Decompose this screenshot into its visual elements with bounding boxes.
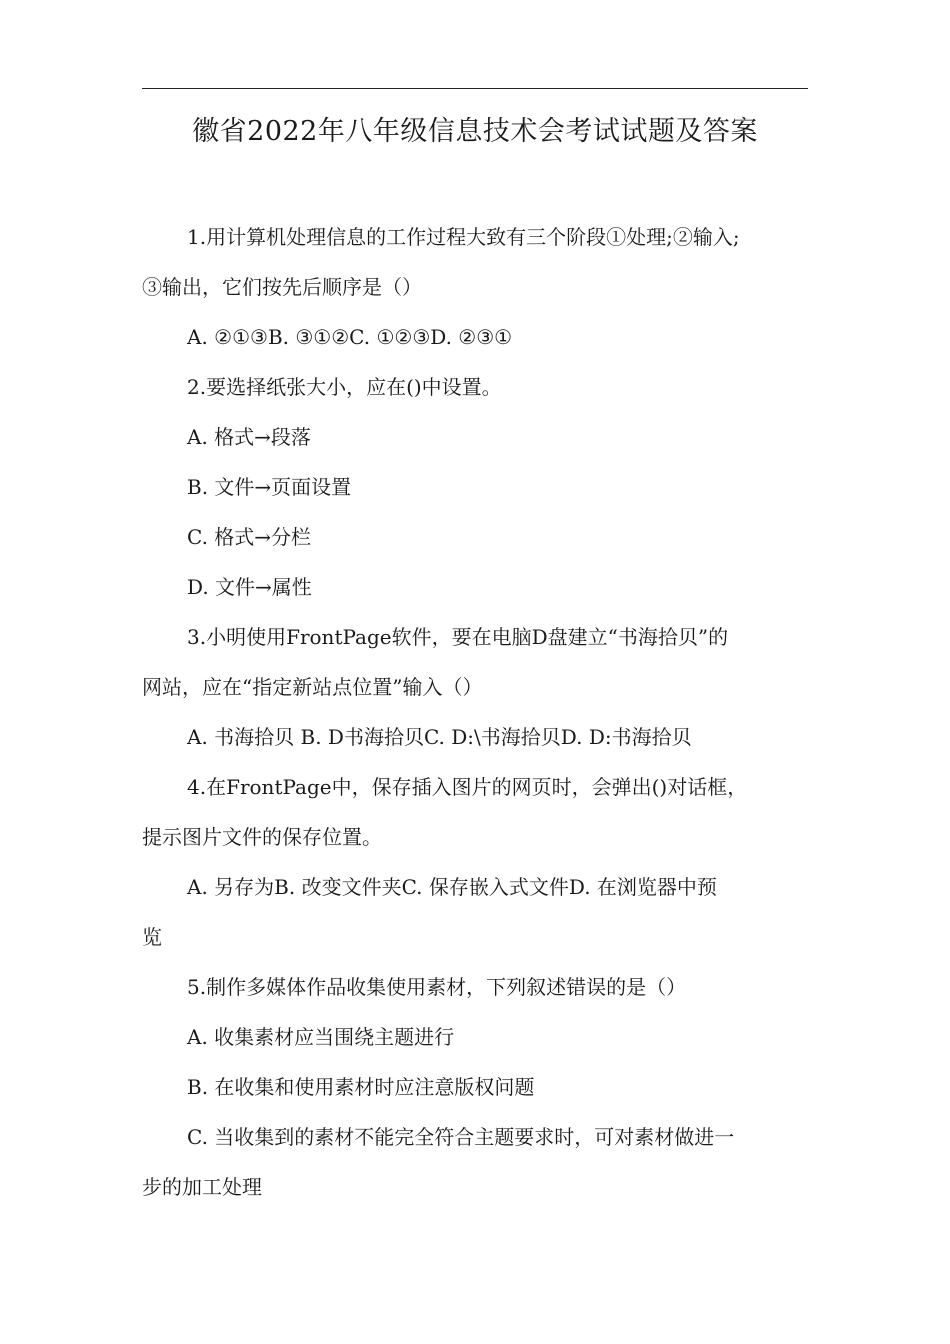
text-line: ③输出，它们按先后顺序是（） xyxy=(142,275,422,299)
text-line: D. 文件→属性 xyxy=(187,575,312,599)
text-line: 步的加工处理 xyxy=(142,1175,262,1199)
text-line: 览 xyxy=(142,925,162,949)
text-line: 2.要选择纸张大小，应在()中设置。 xyxy=(187,375,502,399)
text-line: 4.在FrontPage中，保存插入图片的网页时，会弹出()对话框， xyxy=(187,775,748,799)
document-title: 徽省2022年八年级信息技术会考试试题及答案 xyxy=(192,116,758,147)
text-line: 5.制作多媒体作品收集使用素材，下列叙述错误的是（） xyxy=(187,975,687,999)
document-body xyxy=(142,212,814,1212)
text-line: C. 格式→分栏 xyxy=(187,525,312,549)
text-line: 1.用计算机处理信息的工作过程大致有三个阶段①处理;②输入; xyxy=(187,225,740,249)
text-line: C. 当收集到的素材不能完全符合主题要求时，可对素材做进一 xyxy=(187,1125,735,1149)
text-line: 提示图片文件的保存位置。 xyxy=(142,825,382,849)
text-line: A. 书海拾贝 B. D书海拾贝C. D:\书海拾贝D. D:书海拾贝 xyxy=(187,725,692,749)
text-line: A. ②①③B. ③①②C. ①②③D. ②③① xyxy=(187,325,513,349)
text-line: B. 在收集和使用素材时应注意版权问题 xyxy=(187,1075,535,1099)
text-line: A. 格式→段落 xyxy=(187,425,311,449)
text-line: A. 另存为B. 改变文件夹C. 保存嵌入式文件D. 在浏览器中预 xyxy=(187,875,717,899)
text-line: B. 文件→页面设置 xyxy=(187,475,352,499)
text-line: A. 收集素材应当围绕主题进行 xyxy=(187,1025,455,1049)
text-line: 3.小明使用FrontPage软件，要在电脑D盘建立“书海拾贝”的 xyxy=(187,625,729,649)
header-rule xyxy=(142,88,808,89)
text-line: 网站，应在“指定新站点位置”输入（） xyxy=(142,675,483,699)
